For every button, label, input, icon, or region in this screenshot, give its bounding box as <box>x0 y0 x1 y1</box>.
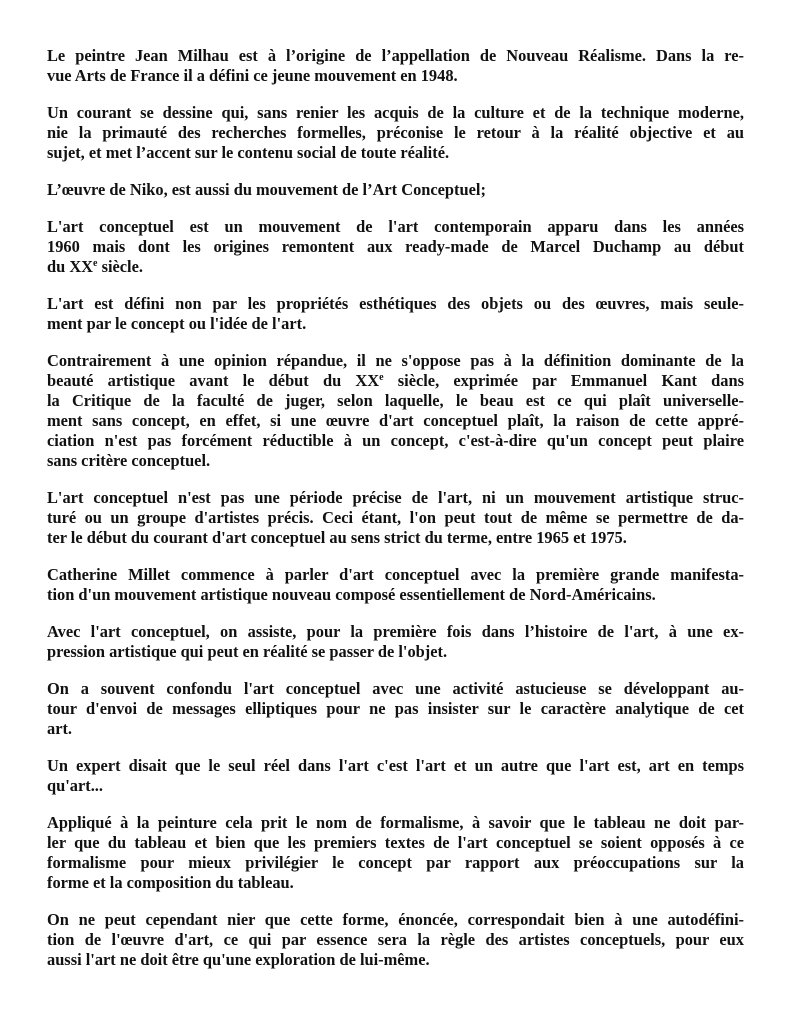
text-line: tion de l'œuvre d'art, ce qui par essence sera la règle des artistes conceptuels, pour eux <box>47 930 744 949</box>
paragraph <box>47 103 744 163</box>
text-line: ciation n'est pas forcément réductible à un concept, c'est-à-dire qu'un concept peut plaire <box>47 431 744 450</box>
paragraph <box>47 180 744 200</box>
paragraph <box>47 679 744 739</box>
text-line: L’œuvre de Niko, est aussi du mouvement de l’Art Conceptuel; <box>47 180 486 199</box>
paragraph <box>47 565 744 605</box>
text-line: ment par le concept ou l'idée de l'art. <box>47 314 307 333</box>
text-line: ter le début du courant d'art conceptuel au sens strict du terme, entre 1965 et 1975. <box>47 528 627 547</box>
paragraph <box>47 351 744 471</box>
superscript: e <box>379 372 384 383</box>
text-line <box>47 257 744 277</box>
text-segment: siècle, exprimée par Emmanuel Kant dans <box>383 371 744 390</box>
paragraph <box>47 294 744 334</box>
text-line: Le peintre Jean Milhau est à l’origine de l’appellation de Nouveau Réalisme. Dans la re- <box>47 46 744 65</box>
superscript: e <box>93 258 98 269</box>
text-line: sans critère conceptuel. <box>47 451 211 470</box>
paragraph <box>47 46 744 86</box>
text-line: Un courant se dessine qui, sans renier les acquis de la culture et de la technique moderne, <box>47 103 744 122</box>
text-line: Contrairement à une opinion répandue, il ne s'oppose pas à la définition dominante de la <box>47 351 744 370</box>
text-line: Un expert disait que le seul réel dans l'art c'est l'art et un autre que l'art est, art en temps <box>47 756 744 775</box>
text-line: la Critique de la faculté de juger, selon laquelle, le beau est ce qui plaît universelle- <box>47 391 744 410</box>
text-line: ment sans concept, en effet, si une œuvre d'art conceptuel plaît, la raison de cette appré- <box>47 411 744 430</box>
text-line: pression artistique qui peut en réalité se passer de l'objet. <box>47 642 448 661</box>
paragraph <box>47 910 744 970</box>
text-line: Catherine Millet commence à parler d'art conceptuel avec la première grande manifesta- <box>47 565 744 584</box>
text-line: turé ou un groupe d'artistes précis. Ceci étant, l'on peut tout de même se permettre de da- <box>47 508 744 527</box>
text-line: forme et la composition du tableau. <box>47 873 294 892</box>
text-line: Appliqué à la peinture cela prit le nom de formalisme, à savoir que le tableau ne doit par- <box>47 813 744 832</box>
text-line: aussi l'art ne doit être qu'une exploration de lui-même. <box>47 950 430 969</box>
text-line: ler que du tableau et bien que les premiers textes de l'art conceptuel se soient opposés à ce <box>47 833 744 852</box>
text-line: vue Arts de France il a défini ce jeune mouvement en 1948. <box>47 66 458 85</box>
text-line: tour d'envoi de messages elliptiques pour ne pas insister sur le caractère analytique de cet <box>47 699 744 718</box>
text-line: Avec l'art conceptuel, on assiste, pour la première fois dans l’histoire de l'art, à une ex- <box>47 622 744 641</box>
text-line: tion d'un mouvement artistique nouveau composé essentiellement de Nord-Américains. <box>47 585 656 604</box>
text-line <box>47 371 744 391</box>
text-line: L'art conceptuel est un mouvement de l'art contemporain apparu dans les années <box>47 217 744 236</box>
text-line: L'art conceptuel n'est pas une période précise de l'art, ni un mouvement artistique struc- <box>47 488 744 507</box>
text-segment: siècle. <box>97 257 143 276</box>
text-line: qu'art... <box>47 776 104 795</box>
text-segment: du XX <box>47 257 94 276</box>
text-line: art. <box>47 719 73 738</box>
text-line: On a souvent confondu l'art conceptuel avec une activité astucieuse se développant au- <box>47 679 744 698</box>
text-line: nie la primauté des recherches formelles, préconise le retour à la réalité objective et au <box>47 123 744 142</box>
document-page <box>47 46 744 987</box>
text-line: L'art est défini non par les propriétés esthétiques des objets ou des œuvres, mais seule- <box>47 294 744 313</box>
text-segment: beauté artistique avant le début du XX <box>47 371 380 390</box>
text-line: formalisme pour mieux privilégier le concept par rapport aux préoccupations sur la <box>47 853 744 872</box>
paragraph <box>47 622 744 662</box>
paragraph <box>47 488 744 548</box>
paragraph <box>47 756 744 796</box>
text-line: sujet, et met l’accent sur le contenu social de toute réalité. <box>47 143 450 162</box>
text-line: On ne peut cependant nier que cette forme, énoncée, correspondait bien à une autodéfini- <box>47 910 744 929</box>
paragraph <box>47 217 744 277</box>
paragraph <box>47 813 744 893</box>
text-line: 1960 mais dont les origines remontent aux ready-made de Marcel Duchamp au début <box>47 237 744 256</box>
